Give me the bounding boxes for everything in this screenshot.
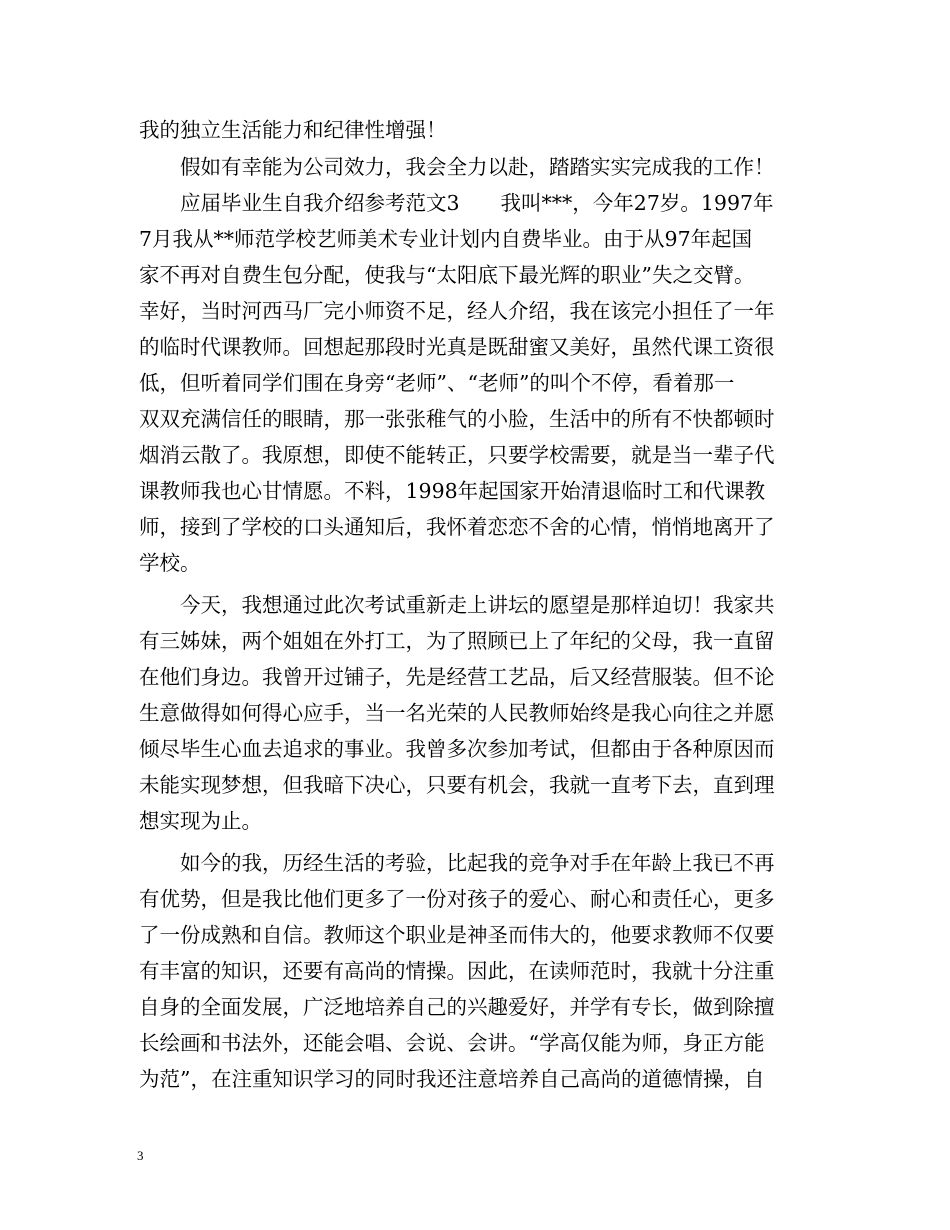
text-line: 家不再对自费生包分配，使我与“太阳底下最光辉的职业”失之交臂。 [139,263,755,287]
text-line: 假如有幸能为公司效力，我会全力以赴，踏踏实实完成我的工作！ [180,155,775,179]
text-line: 有丰富的知识，还要有高尚的情操。因此，在读师范时，我就十分注重 [139,959,775,983]
text-line: 今天，我想通过此次考试重新走上讲坛的愿望是那样迫切！我家共 [180,593,775,617]
text-line: 7月我从**师范学校艺师美术专业计划内自费毕业。由于从97年起国 [139,227,753,251]
text-line: 师，接到了学校的口头通知后，我怀着恋恋不舍的心情，悄悄地离开了 [139,515,775,539]
text-line: 如今的我，历经生活的考验，比起我的竞争对手在年龄上我已不再 [180,851,775,875]
text-line: 烟消云散了。我原想，即使不能转正，只要学校需要，就是当一辈子代 [139,443,775,467]
text-line: 了一份成熟和自信。教师这个职业是神圣而伟大的，他要求教师不仅要 [139,923,775,947]
text-line: 双双充满信任的眼睛，那一张张稚气的小脸，生活中的所有不快都顿时 [139,407,775,431]
text-line: 幸好，当时河西马厂完小师资不足，经人介绍，我在该完小担任了一年 [139,299,775,323]
page-number: 3 [137,1148,144,1163]
text-line: 倾尽毕生心血去追求的事业。我曾多次参加考试，但都由于各种原因而 [139,737,775,761]
text-line: 低，但听着同学们围在身旁“老师”、“老师”的叫个不停，看着那一 [139,371,735,395]
text-line: 在他们身边。我曾开过铺子，先是经营工艺品，后又经营服装。但不论 [139,665,775,689]
text-line: 的临时代课教师。回想起那段时光真是既甜蜜又美好，虽然代课工资很 [139,335,775,359]
text-line: 长绘画和书法外，还能会唱、会说、会讲。“学高仅能为师，身正方能 [139,1031,765,1055]
text-line: 应届毕业生自我介绍参考范文3 我叫***，今年27岁。1997年 [180,191,774,215]
text-line: 课教师我也心甘情愿。不料，1998年起国家开始清退临时工和代课教 [139,479,766,503]
text-line: 自身的全面发展，广泛地培养自己的兴趣爱好，并学有专长，做到除擅 [139,995,775,1019]
text-line: 生意做得如何得心应手，当一名光荣的人民教师始终是我心向往之并愿 [139,701,775,725]
text-line: 学校。 [139,551,201,575]
text-line: 有优势，但是我比他们更多了一份对孩子的爱心、耐心和责任心，更多 [139,887,775,911]
text-line: 想实现为止。 [139,809,262,833]
text-line: 未能实现梦想，但我暗下决心，只要有机会，我就一直考下去，直到理 [139,773,775,797]
text-line: 为范”，在注重知识学习的同时我还注意培养自己高尚的道德情操，自 [139,1067,765,1091]
text-line: 我的独立生活能力和纪律性增强！ [139,118,447,142]
text-line: 有三姊妹，两个姐姐在外打工，为了照顾已上了年纪的父母，我一直留 [139,629,775,653]
